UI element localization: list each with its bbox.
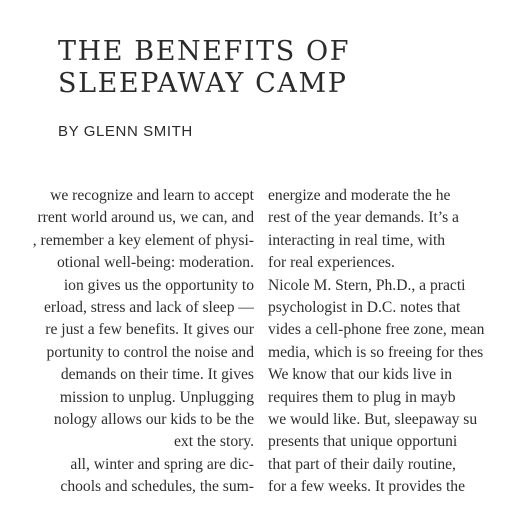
body-line: , remember a key element of physi- — [32, 231, 254, 249]
body-line: interacting in real time, with — [268, 231, 446, 249]
body-line: all, winter and spring are dic- — [70, 455, 254, 473]
article-left-column — [0, 185, 254, 498]
body-line: media, which is so freeing for thes — [268, 343, 484, 361]
body-line: rest of the year demands. It’s a — [268, 209, 459, 227]
body-line: We know that our kids live in — [268, 366, 453, 384]
body-line: mission to unplug. Unplugging — [59, 388, 254, 406]
body-line: nology allows our kids to be the — [53, 410, 254, 428]
body-line: ext the story. — [174, 433, 254, 451]
article-title — [58, 36, 350, 100]
body-line: psychologist in D.C. notes that — [268, 298, 461, 316]
body-line: demands on their time. It gives — [60, 366, 254, 384]
body-line: chools and schedules, the sum- — [60, 478, 254, 496]
body-line: that part of their daily routine, — [268, 455, 456, 473]
body-line: vides a cell-phone free zone, mean — [268, 321, 485, 339]
body-line: presents that unique opportuni — [268, 433, 458, 451]
body-line: for real experiences. — [268, 254, 395, 272]
body-line: for a few weeks. It provides the — [268, 478, 466, 496]
body-line: re just a few benefits. It gives our — [45, 321, 254, 339]
body-line: Nicole M. Stern, Ph.D., a practi — [268, 276, 466, 294]
body-line: otional well-being: moderation. — [56, 254, 254, 272]
body-line: ion gives us the opportunity to — [63, 276, 254, 294]
article-right-column — [268, 185, 512, 498]
body-line: energize and moderate the he — [268, 187, 451, 204]
body-line: erload, stress and lack of sleep — — [43, 298, 254, 316]
article-title-line-1: THE BENEFITS OF — [58, 36, 351, 67]
body-line: rrent world around us, we can, and — [37, 209, 254, 227]
body-line: portunity to control the noise and — [46, 343, 254, 361]
article-byline: BY GLENN SMITH — [58, 123, 193, 140]
body-line: we recognize and learn to accept — [50, 187, 254, 204]
body-line: requires them to plug in mayb — [268, 388, 456, 406]
article-title-line-2: SLEEPAWAY CAMP — [58, 68, 348, 99]
body-line: we would like. But, sleepaway su — [268, 410, 478, 428]
